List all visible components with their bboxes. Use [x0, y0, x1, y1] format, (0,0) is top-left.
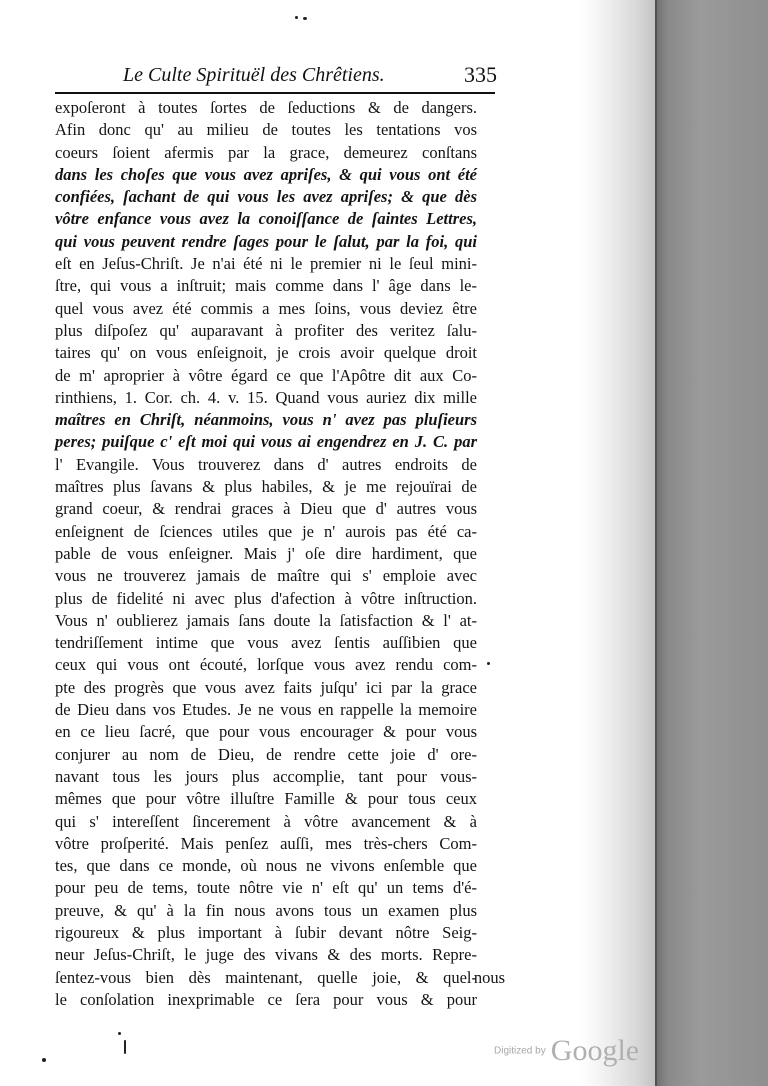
page-edge-shadow: [580, 0, 660, 1086]
text-line: de Dieu dans vos Etudes. Je ne vous en rappelle la memoire: [55, 700, 477, 720]
book-page: [55, 60, 495, 1011]
text-line: vôtre enfance vous avez la conoiſſance de ſaintes Lettres,: [55, 209, 477, 229]
text-line: rinthiens, 1. Cor. ch. 4. v. 15. Quand vous auriez dix mille: [55, 387, 477, 407]
text-line: vous ne trouverez jamais de maître qui s' emploie avec: [55, 566, 477, 586]
text-line: en ce lieu ſacré, que pour vous encourager & pour vous: [55, 722, 477, 742]
text-line: coeurs ſoient afermis par la grace, demeurez conſtans: [55, 142, 477, 162]
text-line: Afin donc qu' au milieu de toutes les tentations vos: [55, 120, 477, 140]
ink-speck: [42, 1058, 46, 1062]
text-line: conjurer au nom de Dieu, de rendre cette joie d' ore-: [55, 744, 477, 764]
text-line: pte des progrès que vous avez faits juſqu' ici par la grace: [55, 677, 477, 697]
text-line: expoſeront à toutes ſortes de ſeductions & de dangers.: [55, 98, 477, 117]
text-line: qui s' intereſſent ſincerement à vôtre avancement & à: [55, 811, 477, 831]
scanner-background: [655, 0, 768, 1086]
body-text: [55, 97, 495, 1011]
text-line: taires qu' on vous enſeignoit, je crois avoir quelque droit: [55, 343, 477, 363]
catchword: nous: [473, 968, 505, 987]
text-line: dans les choſes que vous avez apriſes, & qui vous ont été: [55, 164, 477, 184]
running-head: [55, 60, 495, 94]
text-line: neur Jeſus-Chriſt, le juge des vivans & des morts. Repre-: [55, 945, 477, 965]
text-line: eſt en Jeſus-Chriſt. Je n'ai été ni le premier ni le ſeul mini-: [55, 254, 477, 274]
ink-speck: [303, 17, 307, 20]
ink-speck: [118, 1032, 121, 1035]
digitized-watermark: [494, 1034, 639, 1068]
text-line: grand coeur, & rendrai graces à Dieu que d' autres vous: [55, 499, 477, 519]
page-fold-line: [655, 0, 657, 1086]
text-line: maîtres plus ſavans & plus habiles, & je me rejouïrai de: [55, 477, 477, 497]
text-line: quel vous avez été commis a mes ſoins, vous deviez être: [55, 298, 477, 318]
text-line: pour peu de tems, toute nôtre vie n' eſt qu' un tems d'é-: [55, 878, 477, 898]
watermark-prefix: Digitized by: [494, 1045, 546, 1057]
ink-speck: [124, 1040, 126, 1054]
text-line: Vous n' oublierez jamais ſans doute la ſatisfaction & l' at-: [55, 610, 477, 630]
running-head-title: Le Culte Spirituël des Chrêtiens.: [123, 64, 385, 86]
text-line: mêmes que pour vôtre illuſtre Famille & pour tous ceux: [55, 789, 477, 809]
text-line: maîtres en Chriſt, néanmoins, vous n' avez pas pluſieurs: [55, 410, 477, 430]
text-line: l' Evangile. Vous trouverez dans d' autres endroits de: [55, 454, 477, 474]
text-line: navant tous les jours plus accomplie, tant pour vous-: [55, 766, 477, 786]
text-line: qui vous peuvent rendre ſages pour le ſalut, par la foi, qui: [55, 231, 477, 251]
ink-speck: [487, 662, 490, 665]
text-line: plus diſpoſez qu' auparavant à profiter des veritez ſalu-: [55, 320, 477, 340]
text-line: ſentez-vous bien dès maintenant, quelle joie, & quel-: [55, 967, 477, 987]
text-line: confiées, ſachant de qui vous les avez apriſes; & que dès: [55, 187, 477, 207]
text-line: vôtre proſperité. Mais penſez auſſi, mes très-chers Com-: [55, 833, 477, 853]
text-line: de m' aproprier à vôtre égard ce que l'Apôtre dit aux Co-: [55, 365, 477, 385]
text-line: tes, que dans ce monde, où nous ne vivons enſemble que: [55, 856, 477, 876]
google-logo: Google: [550, 1034, 640, 1067]
text-line: plus de fidelité ni avec plus d'afection à vôtre inſtruction.: [55, 588, 477, 608]
text-line: ceux qui vous ont écouté, lorſque vous avez rendu com-: [55, 655, 477, 675]
text-line: ſtre, qui vous a inſtruit; mais comme dans l' âge dans le-: [55, 276, 477, 296]
ink-speck: [295, 16, 298, 19]
text-line: rigoureux & plus important à ſubir devant nôtre Seig-: [55, 922, 477, 942]
text-line: enſeignent de ſciences utiles que je n' aurois pas été ca-: [55, 521, 477, 541]
text-line: preuve, & qu' à la fin nous avons tous un examen plus: [55, 900, 477, 920]
text-line: peres; puiſque c' eſt moi qui vous ai engendrez en J. C. par: [55, 432, 477, 452]
page-number: 335: [464, 62, 497, 87]
text-line: le conſolation inexprimable ce ſera pour vous & pour: [55, 989, 477, 1009]
text-line: tendriſſement intime que vous avez ſentis auſſibien que: [55, 633, 477, 653]
text-line: pable de vous enſeigner. Mais j' oſe dire hardiment, que: [55, 543, 477, 563]
